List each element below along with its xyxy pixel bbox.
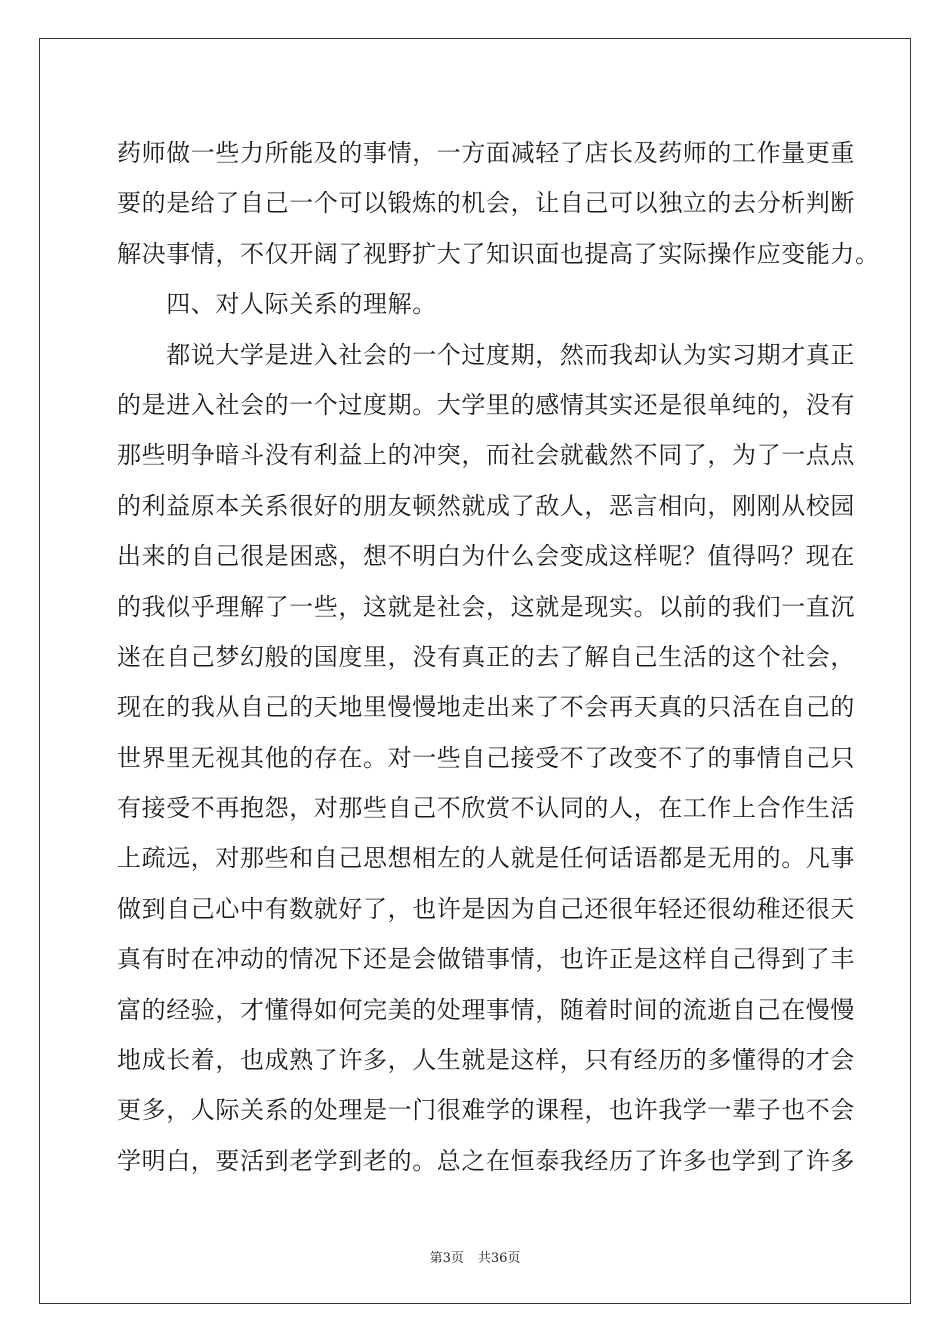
text-line: 的是进入社会的一个过度期。大学里的感情其实还是很单纯的，没有 bbox=[117, 390, 855, 419]
text-line: 的利益原本关系很好的朋友顿然就成了敌人，恶言相向，刚刚从校园 bbox=[117, 491, 855, 520]
text-line: 的我似乎理解了一些，这就是社会，这就是现实。以前的我们一直沉 bbox=[117, 592, 855, 621]
text-line: 都说大学是进入社会的一个过度期，然而我却认为实习期才真正 bbox=[117, 340, 855, 369]
text-line: 出来的自己很是困惑，想不明白为什么会变成这样呢？值得吗？现在 bbox=[117, 542, 855, 571]
text-line: 解决事情，不仅开阔了视野扩大了知识面也提高了实际操作应变能力。 bbox=[117, 239, 880, 268]
section-heading: 四、对人际关系的理解。 bbox=[117, 290, 437, 319]
text-line: 真有时在冲动的情况下还是会做错事情，也许正是这样自己得到了丰 bbox=[117, 945, 855, 974]
text-line: 做到自己心中有数就好了，也许是因为自己还很年轻还很幼稚还很天 bbox=[117, 894, 855, 923]
text-line: 学明白，要活到老学到老的。总之在恒泰我经历了许多也学到了许多 bbox=[117, 1146, 855, 1175]
body-text bbox=[117, 128, 880, 1186]
text-line: 迷在自己梦幻般的国度里，没有真正的去了解自己生活的这个社会， bbox=[117, 642, 855, 671]
text-line: 更多，人际关系的处理是一门很难学的课程，也许我学一辈子也不会 bbox=[117, 1096, 855, 1125]
text-line: 世界里无视其他的存在。对一些自己接受不了改变不了的事情自己只 bbox=[117, 743, 855, 772]
text-line: 地成长着，也成熟了许多，人生就是这样，只有经历的多懂得的才会 bbox=[117, 1046, 855, 1075]
page-total: 共36页 bbox=[477, 1251, 521, 1266]
text-line: 药师做一些力所能及的事情，一方面减轻了店长及药师的工作量更重 bbox=[117, 139, 855, 167]
page-number: 第3页 bbox=[429, 1251, 464, 1266]
text-line: 上疏远，对那些和自己思想相左的人就是任何话语都是无用的。凡事 bbox=[117, 844, 855, 873]
text-line: 那些明争暗斗没有利益上的冲突，而社会就截然不同了，为了一点点 bbox=[117, 441, 855, 470]
text-line: 有接受不再抱怨，对那些自己不欣赏不认同的人，在工作上合作生活 bbox=[117, 794, 855, 823]
text-line: 富的经验，才懂得如何完美的处理事情，随着时间的流逝自己在慢慢 bbox=[117, 995, 855, 1024]
page-footer bbox=[0, 1247, 950, 1266]
text-line: 要的是给了自己一个可以锻炼的机会，让自己可以独立的去分析判断 bbox=[117, 189, 855, 218]
text-line: 现在的我从自己的天地里慢慢地走出来了不会再天真的只活在自己的 bbox=[117, 693, 855, 722]
